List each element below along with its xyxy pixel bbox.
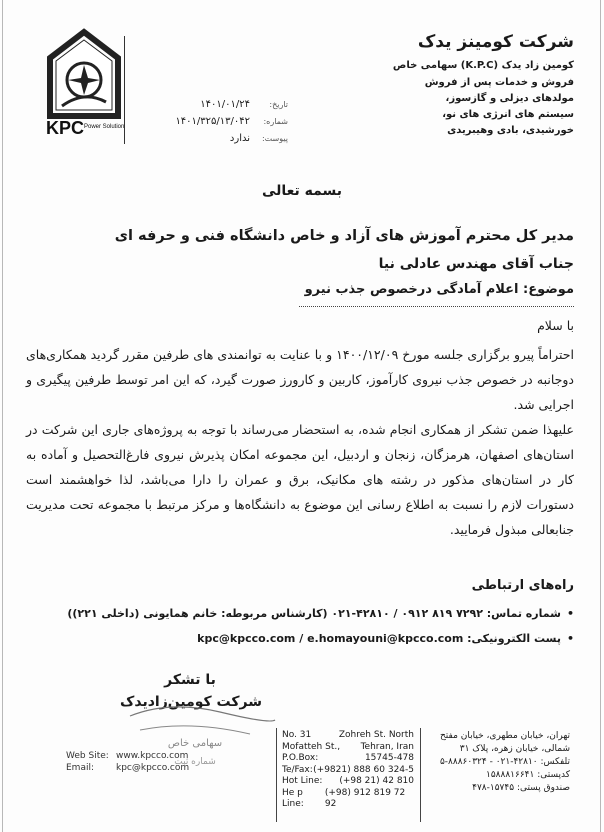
footer-web bbox=[66, 750, 189, 774]
logo-sub-text: Power Solution bbox=[84, 124, 124, 130]
fa-postcode-label: کدپستی: bbox=[537, 770, 570, 780]
bismillah: بسمه تعالی bbox=[261, 183, 343, 199]
fa-tel: تلفکس: ۴۲۸۱۰-۰۲۱ - ۸۸۸۶۰۳۲۴-۵ bbox=[439, 757, 570, 767]
footer-address-en bbox=[282, 730, 414, 811]
header-divider bbox=[124, 36, 125, 144]
letter-meta bbox=[128, 96, 288, 147]
company-subtitle: کومین زاد یدک (K.P.C) سهامی خاص bbox=[392, 60, 574, 71]
fa-pobox-label: صندوق پستی: bbox=[516, 783, 570, 793]
paragraph-2: علیهذا ضمن تشکر از همکاری انجام شده، به استحضار می‌رساند با توجه به پروژه‌های جاری این شرکت در استان‌های اصفهان، هرمزگان، زنجان و اردبیل، این مجموعه امکان پذیرش نیروی فارغ‌التحصیل و آماده به کار در استان‌های مذکور در رشته های مکانیک، برق و عمران را دارا می‌باشد، لذا خواهشمند است دستورات لازم را نسبت به اطلاع رسانی این موضوع به دانشگاه‌ها و مرکز مرتبط با مجموعه تحت مدیریت جنابعالی مبذول فرمایید. bbox=[26, 422, 574, 537]
logo-text: KPC bbox=[46, 118, 85, 138]
left-page-edge bbox=[2, 0, 3, 832]
date-label: تاریخ: bbox=[269, 100, 288, 109]
contact-email-line bbox=[14, 632, 574, 645]
company-description: فروش و خدمات پس از فروش مولدهای دیزلی و گازسوز، سیستم های انرژی های نو، خورشیدی، بادی وهیبریدی bbox=[424, 77, 574, 136]
footer-divider-left bbox=[276, 728, 277, 822]
fa-postcode: ۱۵۸۸۸۱۶۶۴۱ bbox=[485, 770, 535, 780]
letter-subject: موضوع: اعلام آمادگی درخصوص جذب نیرو bbox=[304, 282, 574, 297]
recipient: مدیر کل محترم آموزش های آزاد و خاص دانشگاه فنی و حرفه ای bbox=[114, 228, 574, 244]
bullet-icon: • bbox=[566, 632, 574, 645]
telfax-value: (+9821) 888 60 324-5 bbox=[313, 764, 414, 775]
attach-label: پیوست: bbox=[261, 134, 288, 143]
contact-email: پست الکترونیکی: kpc@kpcco.com / e.homayouni@kpcco.com bbox=[197, 632, 561, 645]
hotline-label: Hot Line: bbox=[282, 776, 323, 786]
attach-value: ندارد bbox=[229, 133, 250, 144]
helpline-label: He p Line: bbox=[282, 787, 304, 809]
meta-number-row bbox=[128, 113, 288, 130]
recipient-person: جناب آقای مهندس عادلی نیا bbox=[378, 256, 574, 272]
pobox-value: 15745-478 bbox=[364, 753, 414, 763]
web-value[interactable]: www.kpcco.com bbox=[116, 751, 189, 761]
web-label: Web Site: bbox=[66, 751, 109, 761]
company-info bbox=[374, 32, 574, 139]
salutation: با سلام bbox=[537, 318, 574, 333]
company-name: شرکت کومینز یدک bbox=[417, 32, 574, 52]
pobox-label: P.O.Box: bbox=[282, 753, 319, 763]
contact-title: راه‌های ارتباطی bbox=[471, 578, 574, 593]
meta-date-row bbox=[128, 96, 288, 113]
fa-address: تهران، خیابان مطهری، خیابان مفتح شمالی، خیابان زهره، پلاک ۳۱ bbox=[440, 731, 570, 754]
number-label: شماره: bbox=[263, 117, 288, 126]
footer-address-fa bbox=[420, 730, 570, 795]
telfax-label: Te/Fax: bbox=[282, 764, 313, 775]
address-street: Zohreh St. North bbox=[338, 730, 414, 740]
stamp-line-1: سهامی خاص bbox=[167, 738, 223, 749]
signature-company: شرکت کومین‌زادیدک bbox=[120, 694, 262, 710]
right-page-edge bbox=[600, 0, 601, 832]
helpline-value: (+98) 912 819 72 92 bbox=[324, 787, 406, 809]
contact-phone: شماره تماس: ۷۲۹۲ ۸۱۹ ۰۹۱۲ / ۴۲۸۱۰-۰۲۱ (کارشناس مربوطه: خانم همایونی (داخلی ۲۲۱)) bbox=[67, 607, 561, 620]
meta-attach-row bbox=[128, 130, 288, 147]
kpc-logo bbox=[44, 28, 124, 146]
subject-underline bbox=[299, 306, 574, 307]
thanks: با تشکر bbox=[164, 672, 216, 688]
stamp-line-2: شماره ثبت bbox=[174, 757, 216, 767]
number-value: ۱۴۰۱/۳۲۵/۱۳/۰۴۲ bbox=[175, 116, 250, 127]
address-street-2: Mofatteh St., bbox=[282, 741, 341, 752]
address-number: No. 31 bbox=[282, 730, 312, 740]
paragraph-1: احتراماً پیرو برگزاری جلسه مورخ ۱۴۰۰/۱۲/۰۹ و با عنایت به توانمندی های طرفین مقرر گردید همکاری‌های دوجانبه در خصوص جذب نیروی کارآموز، کاربین و کارورز صورت گیرد، که این امر توسط طرفین پیگیری و اجرایی شد. bbox=[26, 347, 575, 412]
bullet-icon: • bbox=[566, 607, 574, 620]
contact-phone-line bbox=[14, 607, 574, 620]
fa-pobox: ۱۵۷۴۵-۴۷۸ bbox=[472, 783, 515, 793]
date-value: ۱۴۰۱/۰۱/۲۴ bbox=[200, 99, 250, 110]
email-value[interactable]: kpc@kpcco.com bbox=[116, 763, 190, 773]
address-city: Tehran, Iran bbox=[360, 741, 414, 752]
email-label: Email: bbox=[66, 763, 95, 773]
hotline-value: (+98 21) 42 810 bbox=[339, 776, 414, 786]
